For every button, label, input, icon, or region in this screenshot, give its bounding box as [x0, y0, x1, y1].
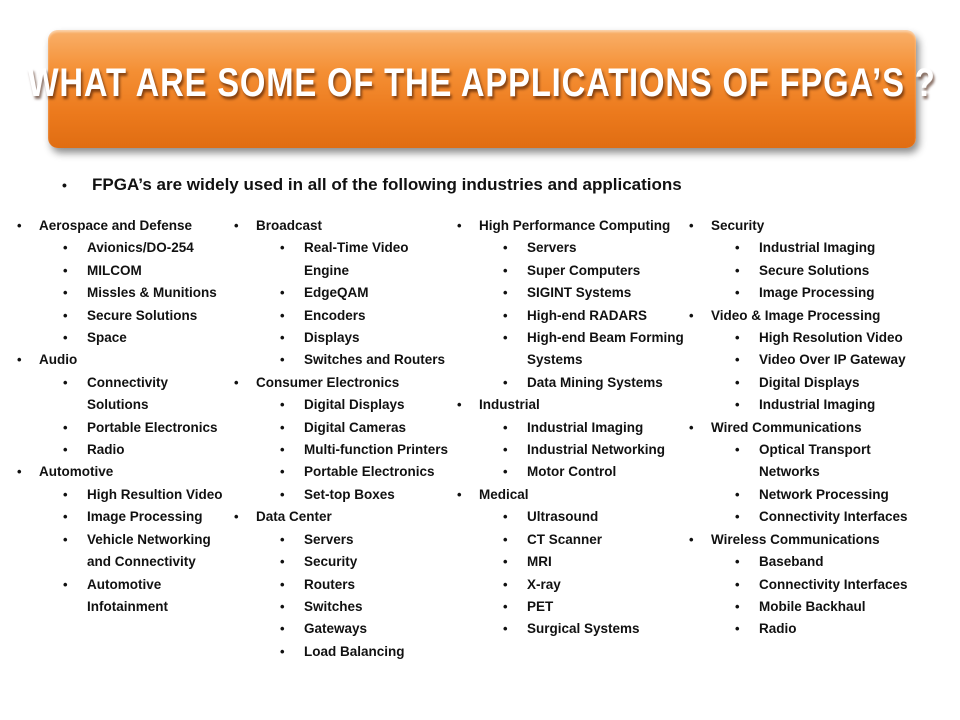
application-item: • Automotive Infotainment — [9, 574, 224, 619]
column-2 — [226, 215, 448, 663]
title-banner — [28, 30, 936, 148]
bullet-icon: • — [62, 177, 67, 193]
category-heading: • Data Center — [226, 506, 448, 528]
application-item: • Surgical Systems — [449, 618, 685, 640]
application-item: • Industrial Networking — [449, 439, 685, 461]
application-item: • Connectivity Interfaces — [681, 506, 917, 528]
application-item: • Switches — [226, 596, 448, 618]
column-4 — [681, 215, 917, 641]
intro-text: FPGA’s are widely used in all of the following industries and applications — [92, 175, 682, 194]
application-item: • Avionics/DO-254 — [9, 237, 224, 259]
application-item: • Displays — [226, 327, 448, 349]
application-item: • Radio — [681, 618, 917, 640]
application-item: • Connectivity Interfaces — [681, 574, 917, 596]
category-heading: • Security — [681, 215, 917, 237]
category-heading: • Industrial — [449, 394, 685, 416]
application-item: • Set-top Boxes — [226, 484, 448, 506]
category-heading: • Consumer Electronics — [226, 372, 448, 394]
application-item: • Secure Solutions — [681, 260, 917, 282]
category-heading: • Video & Image Processing — [681, 305, 917, 327]
application-item: • Load Balancing — [226, 641, 448, 663]
application-item: • MILCOM — [9, 260, 224, 282]
application-item: • EdgeQAM — [226, 282, 448, 304]
application-item: • Video Over IP Gateway — [681, 349, 917, 371]
application-item: • PET — [449, 596, 685, 618]
slide-title: WHAT ARE SOME OF THE APPLICATIONS OF FPGA’S ? — [28, 60, 936, 105]
application-item: • Ultrasound — [449, 506, 685, 528]
category-heading: • Aerospace and Defense — [9, 215, 224, 237]
application-item: • Industrial Imaging — [681, 237, 917, 259]
application-item: • Digital Displays — [681, 372, 917, 394]
application-item: • Connectivity Solutions — [9, 372, 224, 417]
application-item: • Digital Displays — [226, 394, 448, 416]
category-heading: • Automotive — [9, 461, 224, 483]
application-item: • Missles & Munitions — [9, 282, 224, 304]
category-heading: • Wireless Communications — [681, 529, 917, 551]
application-item: • Baseband — [681, 551, 917, 573]
application-item: • Network Processing — [681, 484, 917, 506]
application-item: • Real-Time Video Engine — [226, 237, 448, 282]
application-item: • Vehicle Networking and Connectivity — [9, 529, 224, 574]
column-1 — [9, 215, 224, 618]
application-item: • Portable Electronics — [226, 461, 448, 483]
application-item: • Secure Solutions — [9, 305, 224, 327]
application-item: • Image Processing — [9, 506, 224, 528]
application-item: • Servers — [449, 237, 685, 259]
application-item: • Switches and Routers — [226, 349, 448, 371]
column-3 — [449, 215, 685, 641]
application-item: • High Resolution Video — [681, 327, 917, 349]
application-item: • Digital Cameras — [226, 417, 448, 439]
application-item: • Data Mining Systems — [449, 372, 685, 394]
application-item: • Optical Transport Networks — [681, 439, 917, 484]
application-item: • Motor Control — [449, 461, 685, 483]
application-item: • Industrial Imaging — [681, 394, 917, 416]
application-item: • Radio — [9, 439, 224, 461]
application-item: • High-end Beam Forming Systems — [449, 327, 685, 372]
application-item: • Security — [226, 551, 448, 573]
category-heading: • Audio — [9, 349, 224, 371]
application-item: • Space — [9, 327, 224, 349]
application-item: • High-end RADARS — [449, 305, 685, 327]
category-heading: • Medical — [449, 484, 685, 506]
category-heading: • Broadcast — [226, 215, 448, 237]
application-item: • SIGINT Systems — [449, 282, 685, 304]
application-item: • Gateways — [226, 618, 448, 640]
application-item: • Mobile Backhaul — [681, 596, 917, 618]
application-item: • High Resultion Video — [9, 484, 224, 506]
application-item: • Industrial Imaging — [449, 417, 685, 439]
application-item: • Multi-function Printers — [226, 439, 448, 461]
application-item: • Super Computers — [449, 260, 685, 282]
category-heading: • High Performance Computing — [449, 215, 685, 237]
application-item: • Routers — [226, 574, 448, 596]
category-heading: • Wired Communications — [681, 417, 917, 439]
application-item: • MRI — [449, 551, 685, 573]
application-item: • Servers — [226, 529, 448, 551]
application-item: • Encoders — [226, 305, 448, 327]
application-item: • Portable Electronics — [9, 417, 224, 439]
application-item: • Image Processing — [681, 282, 917, 304]
intro-bullet — [62, 175, 682, 195]
application-item: • CT Scanner — [449, 529, 685, 551]
application-item: • X-ray — [449, 574, 685, 596]
